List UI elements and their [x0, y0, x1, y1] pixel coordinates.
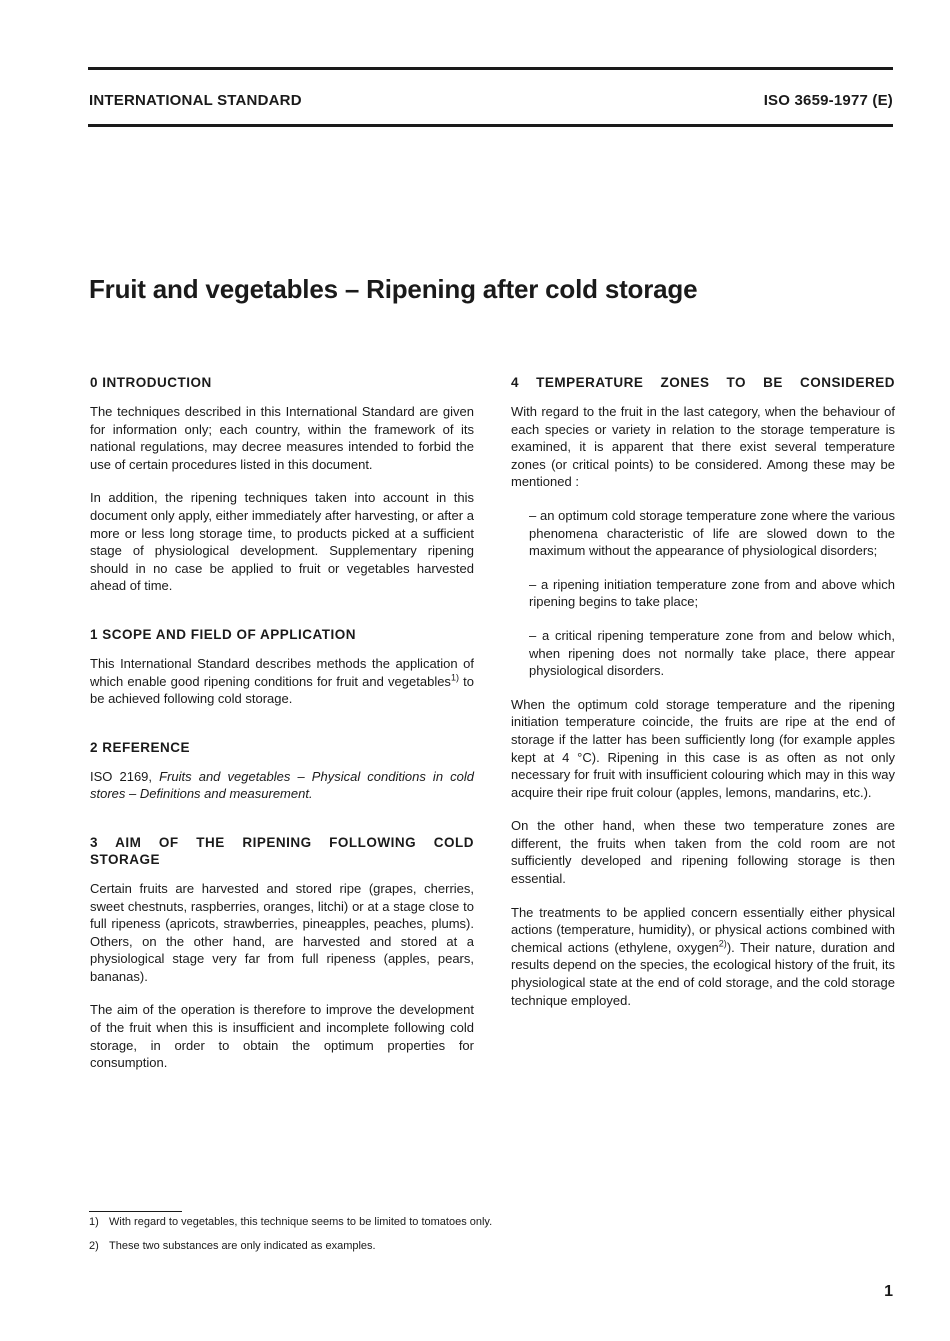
paragraph: On the other hand, when these two temperature zones are different, the fruits when taken from the cold room are not sufficiently developed and ripening following storage is then essential. [511, 818, 895, 887]
footnote [89, 1240, 376, 1252]
section-heading: 1 SCOPE AND FIELD OF APPLICATION [90, 626, 357, 642]
section-scope [90, 626, 474, 708]
paragraph-text: The treatments to be applied concern essentially either physical actions (temperature, humidity), or physical actions combined with chemical actions (ethylene, oxygen [511, 904, 895, 955]
reference-number: ISO 2169, [90, 768, 160, 784]
right-column [511, 374, 895, 1025]
section-temperature-zones [511, 374, 895, 1009]
paragraph: Certain fruits are harvested and stored ripe (grapes, cherries, sweet chestnuts, raspberries, oranges, litchi) or at a stage close to full ripeness (apricots, strawberries, pineapples, peaches, plums). Others, on the other hand, are harvested and stored at a physiological stage very far from full ripeness (apples, pears, bananas). [90, 880, 474, 984]
section-heading-continued: STORAGE [90, 851, 161, 867]
paragraph: In addition, the ripening techniques taken into account in this document only apply, either immediately after harvesting, or after a more or less long storage time, to products picked at a sufficient stage of physiological development. Supplementary ripening should in no case be applied to fruit or vegetables harvested ahead of time. [90, 490, 474, 594]
footnote-rule [89, 1211, 182, 1212]
footnote-ref: 2) [718, 938, 727, 949]
document-title: Fruit and vegetables – Ripening after cold storage [89, 274, 698, 304]
section-reference [90, 739, 474, 803]
page-number: 1 [884, 1283, 893, 1300]
paragraph-text: to be achieved following cold storage. [90, 673, 474, 707]
paragraph-text: ). Their nature, duration and results depend on the species, the ecological history of the fruit, its physiological state at the end of cold storage, and the cold storage technique employed. [511, 939, 895, 1008]
section-heading: 0 INTRODUCTION [90, 375, 212, 390]
section-heading: 2 REFERENCE [90, 739, 191, 755]
footnote-ref: 1) [450, 672, 459, 683]
paragraph: When the optimum cold storage temperature and the ripening initiation temperature coincide, the fruits are ripe at the end of storage if the latter has been sufficiently long (for example apples kept at 4 °C). Ripening in this case is as often as not only necessary for fruit with insufficient colouring which may in this way acquire their ripe fruit colour (apples, lemons, mandarins, etc.). [511, 696, 895, 800]
footnote [89, 1216, 492, 1228]
header-top-rule [88, 67, 893, 70]
standard-number: ISO 3659-1977 (E) [763, 92, 893, 109]
left-column [90, 374, 474, 1088]
header-bottom-rule [88, 124, 893, 127]
section-heading: 3 AIM OF THE RIPENING FOLLOWING COLD [90, 834, 474, 850]
reference-title: Fruits and vegetables – Physical conditions in cold stores – Definitions and measurement. [90, 768, 474, 802]
section-introduction [90, 374, 474, 595]
paragraph [511, 904, 895, 1010]
paragraph: The techniques described in this International Standard are given for information only; each country, within the framework of its national regulations, may decree measures intended to forbid the use of certain procedures listed in this document. [90, 404, 474, 472]
paragraph: With regard to the fruit in the last category, when the behaviour of each species or variety in relation to the storage temperature is examined, it is apparent that there exist several temperature zones (or critical points) to be considered. Among these may be mentioned : [511, 404, 895, 490]
section-heading: 4 TEMPERATURE ZONES TO BE CONSIDERED [511, 375, 895, 390]
paragraph-text: This International Standard describes methods the application of which enable good ripening conditions for fruit and vegetables [90, 655, 474, 689]
footnote-text: These two substances are only indicated as examples. [109, 1240, 376, 1252]
footnote-mark: 1) [89, 1216, 99, 1228]
document-type-label: INTERNATIONAL STANDARD [89, 92, 302, 109]
section-aim [90, 834, 474, 1072]
list-item: – a critical ripening temperature zone from and below which, when ripening does not normally take place, there appear physiological disorders. [529, 627, 895, 679]
paragraph [90, 655, 474, 708]
list-item: – an optimum cold storage temperature zone where the various phenomena characteristic of life are slowed down to the maximum without the appearance of physiological disorders; [529, 507, 895, 559]
footnote-mark: 2) [89, 1240, 99, 1252]
footnote-text: With regard to vegetables, this technique seems to be limited to tomatoes only. [109, 1216, 493, 1228]
list-item: – a ripening initiation temperature zone from and above which ripening begins to take place; [529, 576, 895, 610]
reference-entry [90, 768, 474, 803]
paragraph: The aim of the operation is therefore to improve the development of the fruit when this is insufficient and incomplete following cold storage, in order to obtain the optimum properties for consumption. [90, 1002, 474, 1071]
